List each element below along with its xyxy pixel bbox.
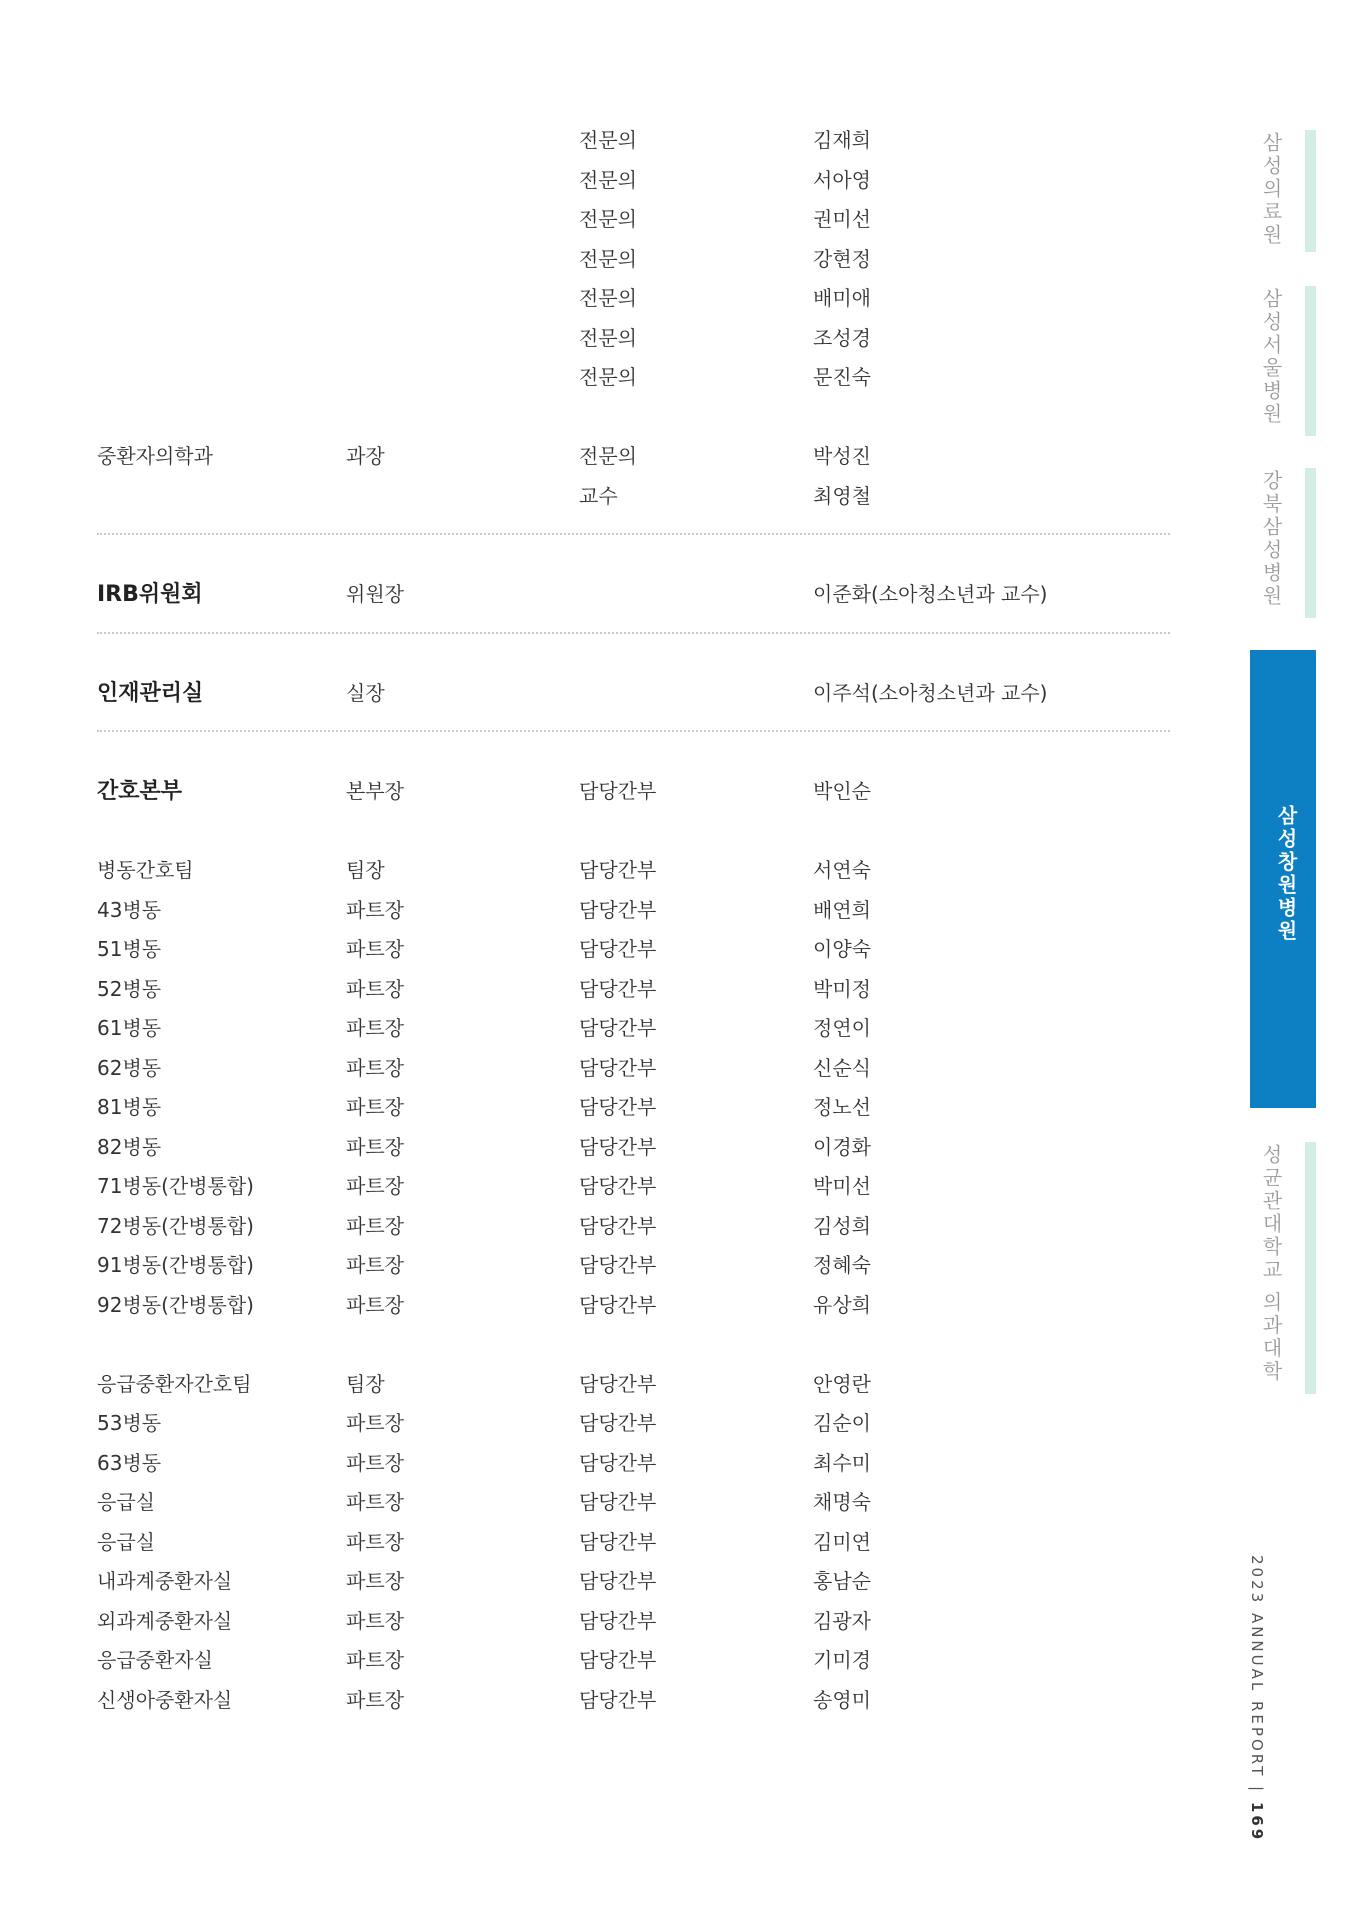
table-row: [97, 1641, 1177, 1681]
table-row: [97, 477, 1177, 517]
table-row: [97, 1404, 1177, 1444]
role: 파트장: [346, 1529, 404, 1554]
continued-list: [97, 121, 1177, 398]
hr-row: [97, 674, 1177, 714]
person-name: 정연이: [813, 1016, 871, 1040]
title: 담당간부: [579, 858, 657, 882]
irb-row: [97, 575, 1177, 615]
role: 파트장: [346, 1687, 404, 1712]
table-row: [97, 319, 1177, 359]
table-row: [97, 279, 1177, 319]
role: 파트장: [346, 1134, 404, 1159]
person-name: 홍남순: [813, 1569, 871, 1593]
table-row: [97, 1167, 1177, 1207]
tab-label: 강북삼성병원: [1259, 470, 1283, 608]
person-name: 박성진: [813, 444, 871, 468]
table-row: [97, 200, 1177, 240]
person-name: 김순이: [813, 1411, 871, 1435]
person-name: 문진숙: [813, 365, 871, 389]
tab-bar: [1305, 468, 1316, 618]
title: 담당간부: [579, 1648, 657, 1672]
ward-nursing-list: [97, 851, 1177, 1325]
tab-skku-medicine[interactable]: [1250, 1142, 1316, 1394]
title: 담당간부: [579, 1490, 657, 1514]
title: 전문의: [579, 246, 637, 271]
person-name: 박인순: [813, 779, 871, 803]
tab-kangbuk-samsung-hospital[interactable]: [1250, 468, 1316, 618]
separator: |: [1248, 1786, 1266, 1795]
divider: [97, 632, 1170, 634]
role: 팀장: [346, 1371, 385, 1396]
table-row: [97, 1681, 1177, 1721]
tab-label: 삼성창원병원: [1274, 805, 1298, 943]
title: 담당간부: [579, 1411, 657, 1435]
person-name: 정혜숙: [813, 1253, 871, 1277]
table-row: [97, 1286, 1177, 1326]
dept-name: 인재관리실: [97, 680, 204, 706]
title: 담당간부: [579, 1608, 657, 1633]
person-name: 박미선: [813, 1174, 871, 1198]
role: 파트장: [346, 1608, 404, 1633]
title: 담당간부: [579, 1450, 657, 1475]
tab-label: 성균관대학교 의과대학: [1259, 1144, 1283, 1384]
tab-samsung-medical-center[interactable]: [1250, 130, 1316, 252]
person-name: 기미경: [813, 1648, 871, 1672]
role: 파트장: [346, 1450, 404, 1475]
tab-samsung-seoul-hospital[interactable]: [1250, 286, 1316, 436]
person-name: 박미정: [813, 976, 871, 1001]
tab-samsung-changwon-hospital[interactable]: [1250, 650, 1316, 1108]
directory-content: [97, 121, 1177, 1720]
tab-bar: [1305, 286, 1316, 436]
tab-bar: [1305, 130, 1316, 252]
role: 파트장: [346, 1095, 404, 1119]
title: 전문의: [579, 207, 637, 231]
role: 파트장: [346, 1490, 404, 1514]
person-name: 김미연: [813, 1529, 871, 1554]
dept-name: 72병동(간병통합): [97, 1213, 254, 1238]
person-name: 강현정: [813, 246, 871, 271]
table-row: [97, 437, 1177, 477]
page-number: 169: [1248, 1801, 1266, 1843]
dept-name: 52병동: [97, 976, 162, 1001]
role: 실장: [346, 680, 385, 705]
table-row: [97, 1049, 1177, 1089]
table-row: [97, 121, 1177, 161]
dept-name: 61병동: [97, 1016, 162, 1040]
table-row: [97, 1483, 1177, 1523]
table-row: [97, 1009, 1177, 1049]
title: 전문의: [579, 444, 637, 468]
title: 담당간부: [579, 1134, 657, 1159]
role: 파트장: [346, 976, 404, 1001]
role: 파트장: [346, 897, 404, 922]
dept-name: 중환자의학과: [97, 444, 213, 468]
emergency-nursing-list: [97, 1365, 1177, 1721]
role: 파트장: [346, 1213, 404, 1238]
role: 과장: [346, 444, 385, 468]
title: 담당간부: [579, 1529, 657, 1554]
person-name: 채명숙: [813, 1490, 871, 1514]
table-row: [97, 1562, 1177, 1602]
title: 담당간부: [579, 1569, 657, 1593]
role: 파트장: [346, 937, 404, 961]
dept-name: 82병동: [97, 1134, 162, 1159]
nursing-head-row: [97, 772, 1177, 812]
person-name: 서아영: [813, 167, 871, 192]
person-name: 유상희: [813, 1292, 871, 1317]
role: 본부장: [346, 779, 404, 803]
page-footer: [1248, 1555, 1266, 1842]
dept-name: 43병동: [97, 897, 162, 922]
icu-medicine-list: [97, 437, 1177, 516]
person-name: 신순식: [813, 1055, 871, 1080]
title: 담당간부: [579, 1095, 657, 1119]
person-name: 김성희: [813, 1213, 871, 1238]
title: 담당간부: [579, 976, 657, 1001]
title: 전문의: [579, 325, 637, 350]
table-row: [97, 1444, 1177, 1484]
role: 파트장: [346, 1174, 404, 1198]
person-name: 최영철: [813, 483, 871, 508]
title: 담당간부: [579, 1016, 657, 1040]
person-name: 이준화(소아청소년과 교수): [813, 582, 1048, 606]
role: 팀장: [346, 858, 385, 882]
person-name: 안영란: [813, 1371, 871, 1396]
role: 파트장: [346, 1253, 404, 1277]
role: 위원장: [346, 582, 404, 606]
table-row: [97, 161, 1177, 201]
dept-name: 응급실: [97, 1529, 155, 1554]
person-name: 배미애: [813, 286, 871, 310]
title: 전문의: [579, 128, 637, 152]
dept-name: 내과계중환자실: [97, 1569, 233, 1593]
role: 파트장: [346, 1648, 404, 1672]
dept-name: 병동간호팀: [97, 858, 194, 882]
table-row: [97, 1523, 1177, 1563]
dept-name: 51병동: [97, 937, 162, 961]
title: 담당간부: [579, 779, 657, 803]
title: 담당간부: [579, 1055, 657, 1080]
table-row: [97, 358, 1177, 398]
table-row: [97, 970, 1177, 1010]
dept-name: 53병동: [97, 1411, 162, 1435]
role: 파트장: [346, 1569, 404, 1593]
role: 파트장: [346, 1055, 404, 1080]
dept-name: 응급실: [97, 1490, 155, 1514]
table-row: [97, 851, 1177, 891]
dept-name: 응급중환자실: [97, 1648, 213, 1672]
person-name: 이주석(소아청소년과 교수): [813, 680, 1048, 705]
role: 파트장: [346, 1016, 404, 1040]
dept-name: 신생아중환자실: [97, 1687, 233, 1712]
title: 담당간부: [579, 1174, 657, 1198]
person-name: 이양숙: [813, 937, 871, 961]
person-name: 송영미: [813, 1687, 871, 1712]
table-row: [97, 1088, 1177, 1128]
table-row: [97, 1207, 1177, 1247]
person-name: 김광자: [813, 1608, 871, 1633]
divider: [97, 730, 1170, 732]
table-row: [97, 1128, 1177, 1168]
person-name: 이경화: [813, 1134, 871, 1159]
title: 담당간부: [579, 937, 657, 961]
table-row: [97, 1246, 1177, 1286]
person-name: 정노선: [813, 1095, 871, 1119]
table-row: [97, 930, 1177, 970]
table-row: [97, 891, 1177, 931]
title: 전문의: [579, 167, 637, 192]
person-name: 권미선: [813, 207, 871, 231]
dept-name: 91병동(간병통합): [97, 1253, 254, 1277]
dept-name: 외과계중환자실: [97, 1608, 233, 1633]
title: 담당간부: [579, 1687, 657, 1712]
dept-name: 92병동(간병통합): [97, 1292, 254, 1317]
title: 담당간부: [579, 1292, 657, 1317]
dept-name: 간호본부: [97, 779, 183, 804]
person-name: 배연희: [813, 897, 871, 922]
title: 담당간부: [579, 1213, 657, 1238]
person-name: 최수미: [813, 1450, 871, 1475]
dept-name: 71병동(간병통합): [97, 1174, 254, 1198]
title: 전문의: [579, 286, 637, 310]
dept-name: 81병동: [97, 1095, 162, 1119]
title: 담당간부: [579, 1253, 657, 1277]
tab-bar: [1305, 1142, 1316, 1394]
tab-label: 삼성의료원: [1259, 132, 1283, 247]
table-row: [97, 1365, 1177, 1405]
dept-name: IRB위원회: [97, 582, 203, 607]
report-label: 2023 ANNUAL REPORT: [1248, 1555, 1266, 1779]
tab-label: 삼성서울병원: [1259, 288, 1283, 426]
role: 파트장: [346, 1411, 404, 1435]
person-name: 서연숙: [813, 858, 871, 882]
title: 담당간부: [579, 1371, 657, 1396]
title: 교수: [579, 483, 618, 508]
dept-name: 응급중환자간호팀: [97, 1371, 252, 1396]
person-name: 조성경: [813, 325, 871, 350]
table-row: [97, 1602, 1177, 1642]
dept-name: 62병동: [97, 1055, 162, 1080]
role: 파트장: [346, 1292, 404, 1317]
person-name: 김재희: [813, 128, 871, 152]
title: 전문의: [579, 365, 637, 389]
dept-name: 63병동: [97, 1450, 162, 1475]
title: 담당간부: [579, 897, 657, 922]
divider: [97, 533, 1170, 535]
table-row: [97, 240, 1177, 280]
